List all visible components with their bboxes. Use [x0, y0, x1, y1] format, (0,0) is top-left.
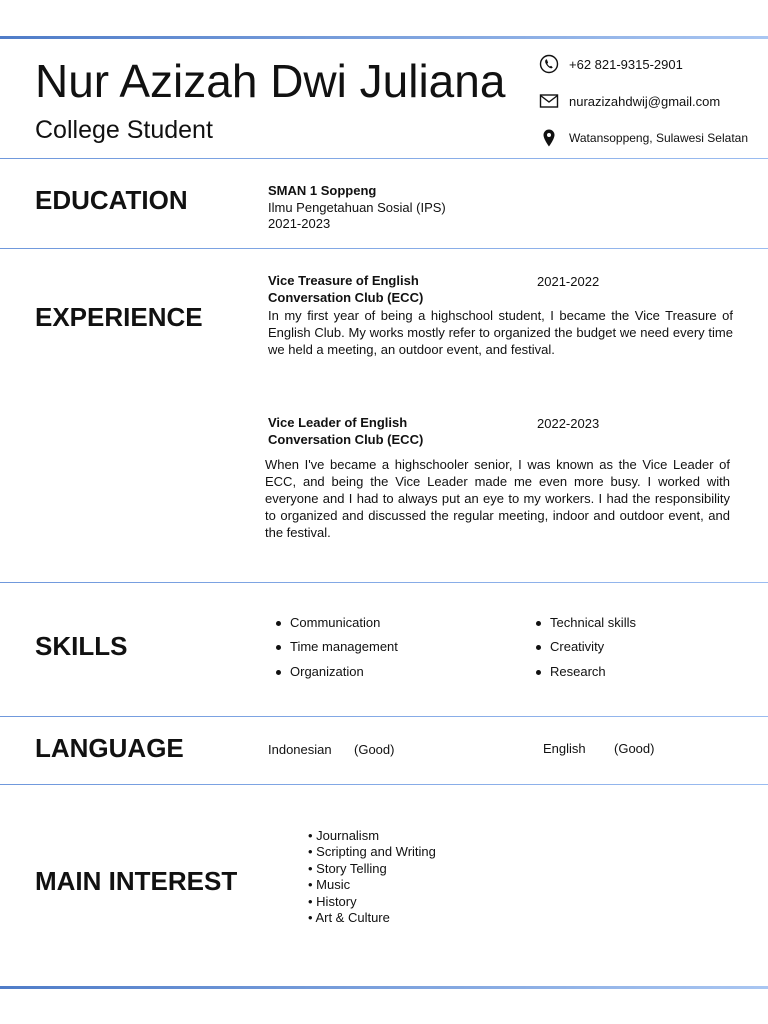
interest-item: • Journalism	[308, 828, 436, 844]
interest-item: • Story Telling	[308, 861, 436, 877]
email-icon	[539, 91, 559, 111]
location-pin-icon	[539, 128, 559, 148]
contact-location	[539, 128, 748, 148]
interest-item: • Art & Culture	[308, 910, 436, 926]
education-entry	[268, 183, 446, 233]
name-title: Nur Azizah Dwi Juliana	[35, 55, 506, 107]
language-name: Indonesian	[268, 742, 332, 757]
experience-description: When I've became a highschooler senior, I was known as the Vice Leader of ECC, and being the Vice Leader made me even more busy. I worked with everyone and I had to always put an eye to my workers. I had the responsibility to organized and discussed the regular meeting, indoor and outdoor event, and the festival.	[265, 457, 730, 540]
experience-title-line: Conversation Club (ECC)	[268, 289, 424, 305]
experience-title-line: Conversation Club (ECC)	[268, 431, 424, 447]
skill-item: Creativity	[550, 639, 605, 654]
skill-item: Technical skills	[550, 615, 636, 630]
experience-description: In my first year of being a highschool student, I became the Vice Treasure of English Club. My works mostly refer to organized the budget we need every time we held a meeting, an outdoor event, and festival.	[268, 308, 733, 357]
phone-text: +62 821-9315-2901	[569, 56, 683, 72]
email-text: nurazizahdwij@gmail.com	[569, 93, 721, 109]
interest-item: • History	[308, 894, 436, 910]
language-level: (Good)	[614, 741, 655, 756]
experience-heading: EXPERIENCE	[35, 302, 203, 332]
experience-years: 2021-2022	[537, 274, 600, 289]
divider	[0, 248, 768, 249]
contact-email	[539, 91, 720, 111]
skill-item: Communication	[290, 615, 381, 630]
education-heading: EDUCATION	[35, 185, 188, 215]
interest-item: • Scripting and Writing	[308, 844, 436, 860]
skill-item: Time management	[290, 639, 398, 654]
contact-phone	[539, 54, 683, 74]
education-years: 2021-2023	[268, 216, 331, 231]
skill-item: Organization	[290, 664, 364, 679]
experience-title-line: Vice Leader of English	[268, 415, 408, 430]
interest-heading: MAIN INTEREST	[35, 866, 238, 896]
language-heading: LANGUAGE	[35, 733, 184, 763]
language-name: English	[543, 741, 586, 756]
major: Ilmu Pengetahuan Sosial (IPS)	[268, 199, 446, 215]
experience-title-line: Vice Treasure of English	[268, 273, 419, 288]
experience-title	[268, 415, 423, 448]
divider	[0, 582, 768, 583]
interest-list	[308, 828, 436, 926]
experience-years: 2022-2023	[537, 416, 600, 431]
divider	[0, 784, 768, 785]
phone-icon	[539, 54, 559, 74]
interest-item: • Music	[308, 877, 436, 893]
skill-item: Research	[550, 664, 606, 679]
top-divider	[0, 36, 768, 39]
location-text: Watansoppeng, Sulawesi Selatan	[569, 131, 749, 145]
bottom-divider	[0, 986, 768, 989]
divider	[0, 716, 768, 717]
school-name: SMAN 1 Soppeng	[268, 183, 377, 198]
language-level: (Good)	[354, 742, 395, 757]
divider	[0, 158, 768, 159]
experience-title	[268, 273, 423, 306]
skills-heading: SKILLS	[35, 631, 128, 661]
role-subtitle: College Student	[35, 116, 213, 144]
